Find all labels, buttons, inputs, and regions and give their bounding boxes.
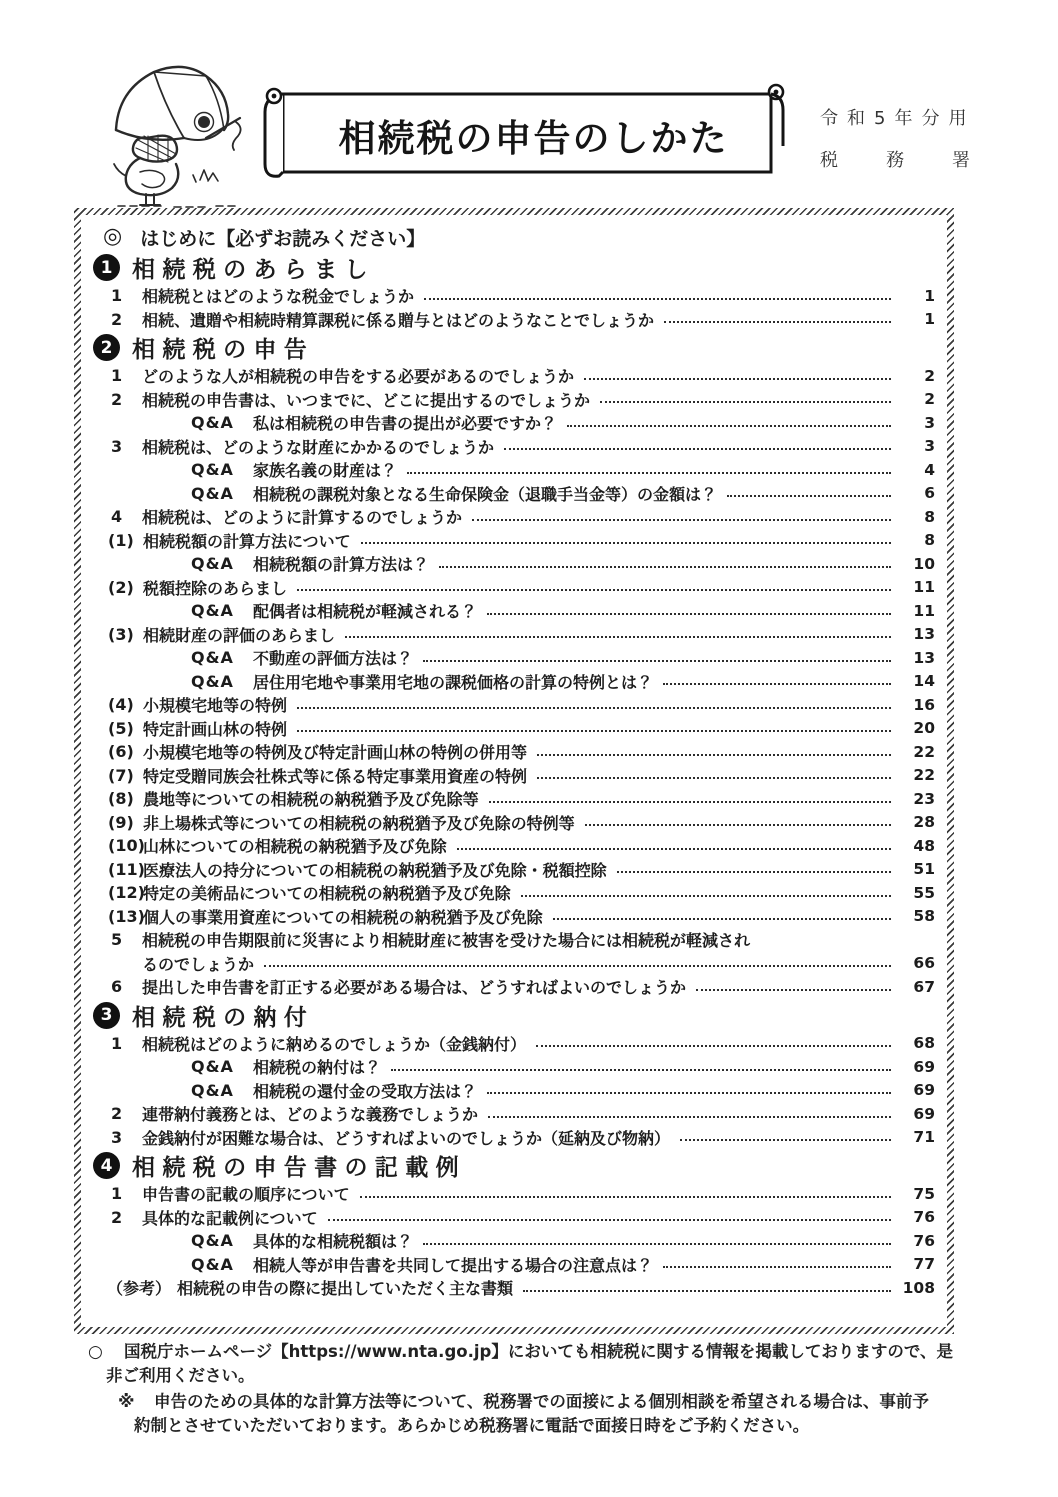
toc-page-number: 8 bbox=[924, 507, 935, 526]
toc-page-number: 76 bbox=[913, 1208, 935, 1227]
toc-entry-text: 相続税とはどのような税金でしょうか bbox=[142, 287, 415, 307]
toc-entry-label: (8) bbox=[108, 789, 134, 809]
dot-leader bbox=[537, 775, 891, 779]
toc-entry-text: 小規模宅地等の特例 bbox=[143, 696, 288, 716]
toc-entry-text: 特定受贈同族会社株式等に係る特定事業用資産の特例 bbox=[143, 766, 528, 786]
toc-page-number: 2 bbox=[924, 366, 935, 385]
toc-entry-row-continued bbox=[91, 952, 935, 976]
toc-entry-label: (9) bbox=[108, 812, 134, 832]
bird-mascot-icon bbox=[88, 60, 253, 208]
toc-entry-row bbox=[91, 1079, 935, 1103]
toc-frame-border bbox=[74, 208, 954, 1334]
dot-leader bbox=[727, 493, 891, 497]
footer-note-line: 申告のための具体的な計算方法等について、税務署での面接による個別相談を希望される場合は、事前予 bbox=[154, 1392, 929, 1411]
toc-entry-label: 4 bbox=[111, 507, 123, 527]
dot-leader bbox=[664, 319, 891, 323]
toc-page-number: 3 bbox=[924, 437, 935, 456]
toc-page-number: 69 bbox=[913, 1104, 935, 1123]
toc-entry-row bbox=[91, 435, 935, 459]
footer-note bbox=[88, 1390, 990, 1438]
toc-page-number: 1 bbox=[924, 286, 935, 305]
toc-entry-row bbox=[91, 1055, 935, 1079]
toc-entry-row bbox=[91, 599, 935, 623]
dot-leader bbox=[567, 423, 891, 427]
dot-leader bbox=[600, 399, 891, 403]
toc-page-number: 55 bbox=[913, 883, 935, 902]
toc-entry-row bbox=[91, 1032, 935, 1056]
section-number-badge: 1 bbox=[93, 254, 120, 281]
toc-page-number: 2 bbox=[924, 390, 935, 409]
toc-entry-text: 不動産の評価方法は？ bbox=[253, 649, 414, 669]
toc-entry-row bbox=[91, 388, 935, 412]
toc-entry-label: Q&A bbox=[191, 483, 234, 503]
toc-page-number: 22 bbox=[913, 742, 935, 761]
toc-page-number: 58 bbox=[913, 907, 935, 926]
dot-leader bbox=[537, 752, 891, 756]
toc-entry-text: 個人の事業用資産についての相続税の納税猶予及び免除 bbox=[143, 907, 543, 927]
toc-page-number: 16 bbox=[913, 695, 935, 714]
toc-entry-label: Q&A bbox=[191, 671, 234, 691]
toc-page-number: 13 bbox=[913, 648, 935, 667]
toc-entry-text: 農地等についての相続税の納税猶予及び免除等 bbox=[143, 790, 479, 810]
dot-leader bbox=[407, 470, 891, 474]
toc-entry-label: (5) bbox=[108, 718, 134, 738]
toc-entry-label: (4) bbox=[108, 695, 134, 715]
toc-page-number: 71 bbox=[913, 1128, 935, 1147]
toc-entry-label: (11) bbox=[108, 859, 145, 879]
toc-page-number: 69 bbox=[913, 1057, 935, 1076]
toc-entry-text: 山林についての相続税の納税猶予及び免除 bbox=[143, 837, 447, 857]
toc-entry-label: 3 bbox=[111, 436, 123, 456]
toc-entry-text: 相続税はどのように納めるのでしょうか（金銭納付） bbox=[142, 1034, 527, 1054]
toc-entry-row bbox=[91, 284, 935, 308]
toc-section-heading bbox=[91, 1000, 935, 1031]
footer-note-marker: ※ bbox=[118, 1392, 135, 1412]
toc-page-number: 8 bbox=[924, 531, 935, 550]
toc-page-number: 3 bbox=[924, 413, 935, 432]
dot-leader bbox=[297, 587, 891, 591]
toc-entry-text: 特定の美術品についての相続税の納税猶予及び免除 bbox=[143, 884, 511, 904]
toc-entry-row bbox=[91, 905, 935, 929]
dot-leader bbox=[328, 1217, 891, 1221]
toc-entry-row bbox=[91, 975, 935, 999]
page-header bbox=[88, 60, 1018, 210]
toc-entry-text: 私は相続税の申告書の提出が必要ですか？ bbox=[253, 414, 558, 434]
toc-page-number: 68 bbox=[913, 1034, 935, 1053]
dot-leader bbox=[264, 963, 891, 967]
toc-page-number: 14 bbox=[913, 672, 935, 691]
toc-entry-label: 2 bbox=[111, 309, 123, 329]
toc-page-number: 11 bbox=[913, 578, 935, 597]
toc-entry-row bbox=[91, 1276, 935, 1300]
toc-page-number: 66 bbox=[913, 954, 935, 973]
dot-leader bbox=[424, 296, 891, 300]
toc-page-number: 67 bbox=[913, 977, 935, 996]
issue-block bbox=[820, 104, 1018, 172]
dot-leader bbox=[521, 893, 891, 897]
toc-entry-text: 具体的な記載例について bbox=[142, 1208, 318, 1228]
toc-page-number: 22 bbox=[913, 766, 935, 785]
toc-entry-text: 相続税の申告期限前に災害により相続財産に被害を受けた場合には相続税が軽減され bbox=[142, 931, 751, 951]
toc-entry-text: 非上場株式等についての相続税の納税猶予及び免除の特例等 bbox=[143, 813, 575, 833]
dot-leader bbox=[489, 799, 891, 803]
section-number-badge: 2 bbox=[93, 334, 120, 361]
toc-entry-row bbox=[91, 308, 935, 332]
dot-leader bbox=[297, 728, 891, 732]
toc-entry-text: 具体的な相続税額は？ bbox=[253, 1232, 414, 1252]
footer-note-text bbox=[106, 1340, 954, 1388]
toc-entry-text: 相続税の納付は？ bbox=[253, 1058, 382, 1078]
dot-leader bbox=[536, 1043, 891, 1047]
toc-page-number: 11 bbox=[913, 601, 935, 620]
page-title: 相続税の申告のしかた bbox=[338, 117, 729, 160]
dot-leader bbox=[345, 634, 891, 638]
intro-marker-icon: ◎ bbox=[103, 224, 123, 249]
toc-page-number: 76 bbox=[913, 1231, 935, 1250]
dot-leader bbox=[423, 658, 891, 662]
toc-entry-text: 相続税額の計算方法について bbox=[143, 531, 351, 551]
footer-note-line: 非ご利用ください。 bbox=[106, 1366, 255, 1385]
dot-leader bbox=[663, 681, 891, 685]
toc-entry-row bbox=[91, 364, 935, 388]
footer-note-line: 約制とさせていただいております。あらかじめ税務署に電話で面接日時をご予約ください。 bbox=[134, 1416, 810, 1435]
toc-entry-text: 相続税の申告の際に提出していただく主な書類 bbox=[177, 1279, 514, 1299]
toc-entry-row bbox=[91, 646, 935, 670]
toc-page-number: 4 bbox=[924, 460, 935, 479]
toc-page-number: 10 bbox=[913, 554, 935, 573]
toc-section-heading bbox=[91, 1150, 935, 1181]
toc-entry-row bbox=[91, 811, 935, 835]
toc-entry-label: Q&A bbox=[191, 1231, 234, 1251]
toc-entry-text: 相続税の還付金の受取方法は？ bbox=[253, 1081, 478, 1101]
dot-leader bbox=[585, 822, 891, 826]
toc-entry-row bbox=[91, 787, 935, 811]
dot-leader bbox=[680, 1137, 891, 1141]
dot-leader bbox=[487, 1090, 891, 1094]
issue-year-label: 令和5年分用 bbox=[820, 108, 976, 129]
section-number-badge: 3 bbox=[93, 1002, 120, 1029]
toc-entry-row bbox=[91, 717, 935, 741]
toc-entry-label: 1 bbox=[111, 1033, 123, 1053]
toc-entry-row bbox=[91, 1102, 935, 1126]
section-number-badge: 4 bbox=[93, 1152, 120, 1179]
toc-entry-label: Q&A bbox=[191, 1057, 234, 1077]
dot-leader bbox=[523, 1288, 891, 1292]
section-title: 相続税の納付 bbox=[132, 1004, 315, 1031]
toc-entry-text: 相続税の課税対象となる生命保険金（退職手当金等）の金額は？ bbox=[253, 484, 718, 504]
toc-page-number: 1 bbox=[924, 310, 935, 329]
footer-note-marker: ○ bbox=[88, 1342, 103, 1362]
toc-page-number: 6 bbox=[924, 484, 935, 503]
toc-entry-row bbox=[91, 1253, 935, 1277]
toc-entry-label: 2 bbox=[111, 389, 123, 409]
toc-entry-row bbox=[91, 1206, 935, 1230]
footer-note-line: 国税庁ホームページ【https://www.nta.go.jp】においても相続税に関する情報を掲載しておりますので、是 bbox=[124, 1342, 954, 1361]
toc-entry-row bbox=[91, 1229, 935, 1253]
toc-entry-text: 税額控除のあらまし bbox=[143, 578, 288, 598]
toc-entry-row bbox=[91, 505, 935, 529]
toc-entry-row bbox=[91, 858, 935, 882]
toc-entry-row bbox=[91, 623, 935, 647]
toc-entry-row bbox=[91, 482, 935, 506]
dot-leader bbox=[472, 517, 891, 521]
toc-entry-label: Q&A bbox=[191, 460, 234, 480]
dot-leader bbox=[297, 705, 891, 709]
toc-entry-text: 相続財産の評価のあらまし bbox=[143, 625, 336, 645]
toc-entry-label: Q&A bbox=[191, 1254, 234, 1274]
toc-entry-row bbox=[91, 740, 935, 764]
toc-entry-row bbox=[91, 881, 935, 905]
toc-page-number: 108 bbox=[902, 1278, 935, 1297]
toc-entry-text: 金銭納付が困難な場合は、どうすればよいのでしょうか（延納及び物納） bbox=[142, 1128, 671, 1148]
dot-leader bbox=[439, 564, 891, 568]
toc-section-heading bbox=[91, 252, 935, 283]
toc-entry-label: Q&A bbox=[191, 413, 234, 433]
toc-entry-row bbox=[91, 529, 935, 553]
toc-entry-text: どのような人が相続税の申告をする必要があるのでしょうか bbox=[142, 367, 575, 387]
toc-entry-label: Q&A bbox=[191, 601, 234, 621]
toc-entry-label: (6) bbox=[108, 742, 134, 762]
dot-leader bbox=[584, 376, 891, 380]
toc-entry-label: Q&A bbox=[191, 554, 234, 574]
toc-page-number: 48 bbox=[913, 836, 935, 855]
toc-entry-row bbox=[91, 693, 935, 717]
footer-note-text bbox=[134, 1390, 929, 1438]
toc-entry-label: (7) bbox=[108, 765, 134, 785]
toc-entry-label: (13) bbox=[108, 906, 145, 926]
toc-entry-row bbox=[91, 552, 935, 576]
toc-entry-label: 1 bbox=[111, 286, 123, 306]
footer-note bbox=[88, 1340, 990, 1388]
dot-leader bbox=[617, 869, 891, 873]
tax-office-label: 税務署 bbox=[820, 150, 1018, 171]
toc-entry-text: 相続、遺贈や相続時精算課税に係る贈与とはどのようなことでしょうか bbox=[142, 310, 655, 330]
section-title: 相続税の申告 bbox=[132, 337, 315, 363]
toc-page-number: 28 bbox=[913, 813, 935, 832]
toc-entry-label: 6 bbox=[111, 977, 123, 997]
toc-entry-text: 相続税は、どのように計算するのでしょうか bbox=[142, 508, 463, 528]
toc-entry-text: 連帯納付義務とは、どのような義務でしょうか bbox=[142, 1105, 479, 1125]
toc-entry-label: 3 bbox=[111, 1127, 123, 1147]
toc-entry-text: るのでしょうか bbox=[142, 954, 255, 974]
footer-notes bbox=[88, 1340, 990, 1440]
toc-list bbox=[81, 215, 947, 1327]
toc-entry-row bbox=[91, 764, 935, 788]
toc-entry-text: 提出した申告書を訂正する必要がある場合は、どうすればよいのでしょうか bbox=[142, 978, 687, 998]
toc-page-number: 23 bbox=[913, 789, 935, 808]
toc-entry-label: 2 bbox=[111, 1104, 123, 1124]
toc-entry-row bbox=[91, 1126, 935, 1150]
toc-entry-text: 家族名義の財産は？ bbox=[253, 461, 398, 481]
dot-leader bbox=[361, 540, 891, 544]
toc-entry-label: (2) bbox=[108, 577, 134, 597]
toc-entry-text: 医療法人の持分についての相続税の納税猶予及び免除・税額控除 bbox=[143, 860, 607, 880]
toc-entry-label: (3) bbox=[108, 624, 134, 644]
toc-entry-row bbox=[91, 576, 935, 600]
toc-entry-row bbox=[91, 670, 935, 694]
toc-page-number: 75 bbox=[913, 1184, 935, 1203]
toc-section-heading bbox=[91, 332, 935, 363]
toc-entry-label: Q&A bbox=[191, 648, 234, 668]
dot-leader bbox=[504, 446, 891, 450]
toc-entry-text: 小規模宅地等の特例及び特定計画山林の特例の併用等 bbox=[143, 743, 528, 763]
dot-leader bbox=[423, 1241, 891, 1245]
toc-entry-text: 相続税額の計算方法は？ bbox=[253, 555, 430, 575]
toc-entry-label: (10) bbox=[108, 836, 145, 856]
section-title: 相続税のあらまし bbox=[132, 257, 375, 283]
toc-entry-row bbox=[91, 411, 935, 435]
toc-entry-text: 相続税の申告書は、いつまでに、どこに提出するのでしょうか bbox=[142, 390, 591, 410]
toc-page-number: 13 bbox=[913, 625, 935, 644]
toc-intro-heading bbox=[91, 223, 935, 251]
toc-entry-text: 申告書の記載の順序について bbox=[142, 1185, 350, 1205]
dot-leader bbox=[360, 1194, 891, 1198]
bird-mascot-illustration bbox=[88, 60, 253, 208]
dot-leader bbox=[553, 916, 891, 920]
toc-entry-text: 相続人等が申告書を共同して提出する場合の注意点は？ bbox=[253, 1255, 654, 1275]
toc-entry-row bbox=[91, 458, 935, 482]
dot-leader bbox=[663, 1264, 891, 1268]
toc-entry-label: 5 bbox=[111, 930, 123, 950]
toc-entry-label: 2 bbox=[111, 1207, 123, 1227]
intro-title: はじめに【必ずお読みください】 bbox=[140, 227, 426, 250]
toc-entry-text: 特定計画山林の特例 bbox=[143, 719, 288, 739]
toc-entry-label: （参考） bbox=[107, 1279, 172, 1299]
section-title: 相続税の申告書の記載例 bbox=[132, 1155, 466, 1181]
toc-entry-label: 1 bbox=[111, 1184, 123, 1204]
dot-leader bbox=[696, 987, 891, 991]
toc-entry-row bbox=[91, 834, 935, 858]
toc-entry-label: (12) bbox=[108, 883, 145, 903]
dot-leader bbox=[488, 1114, 891, 1118]
dot-leader bbox=[457, 846, 891, 850]
toc-entry-row bbox=[91, 928, 935, 952]
dot-leader bbox=[487, 611, 891, 615]
toc-entry-text: 配偶者は相続税が軽減される？ bbox=[253, 602, 478, 622]
toc-entry-text: 居住用宅地や事業用宅地の課税価格の計算の特例とは？ bbox=[253, 672, 654, 692]
toc-page-number: 77 bbox=[913, 1255, 935, 1274]
toc-entry-row bbox=[91, 1182, 935, 1206]
title-banner bbox=[253, 82, 798, 190]
toc-page-number: 51 bbox=[913, 860, 935, 879]
toc-entry-label: 1 bbox=[111, 366, 123, 386]
toc-page-number: 69 bbox=[913, 1081, 935, 1100]
dot-leader bbox=[391, 1067, 891, 1071]
toc-entry-text: 相続税は、どのような財産にかかるのでしょうか bbox=[142, 437, 495, 457]
toc-page-number: 20 bbox=[913, 719, 935, 738]
toc-entry-label: (1) bbox=[108, 530, 134, 550]
toc-entry-label: Q&A bbox=[191, 1080, 234, 1100]
